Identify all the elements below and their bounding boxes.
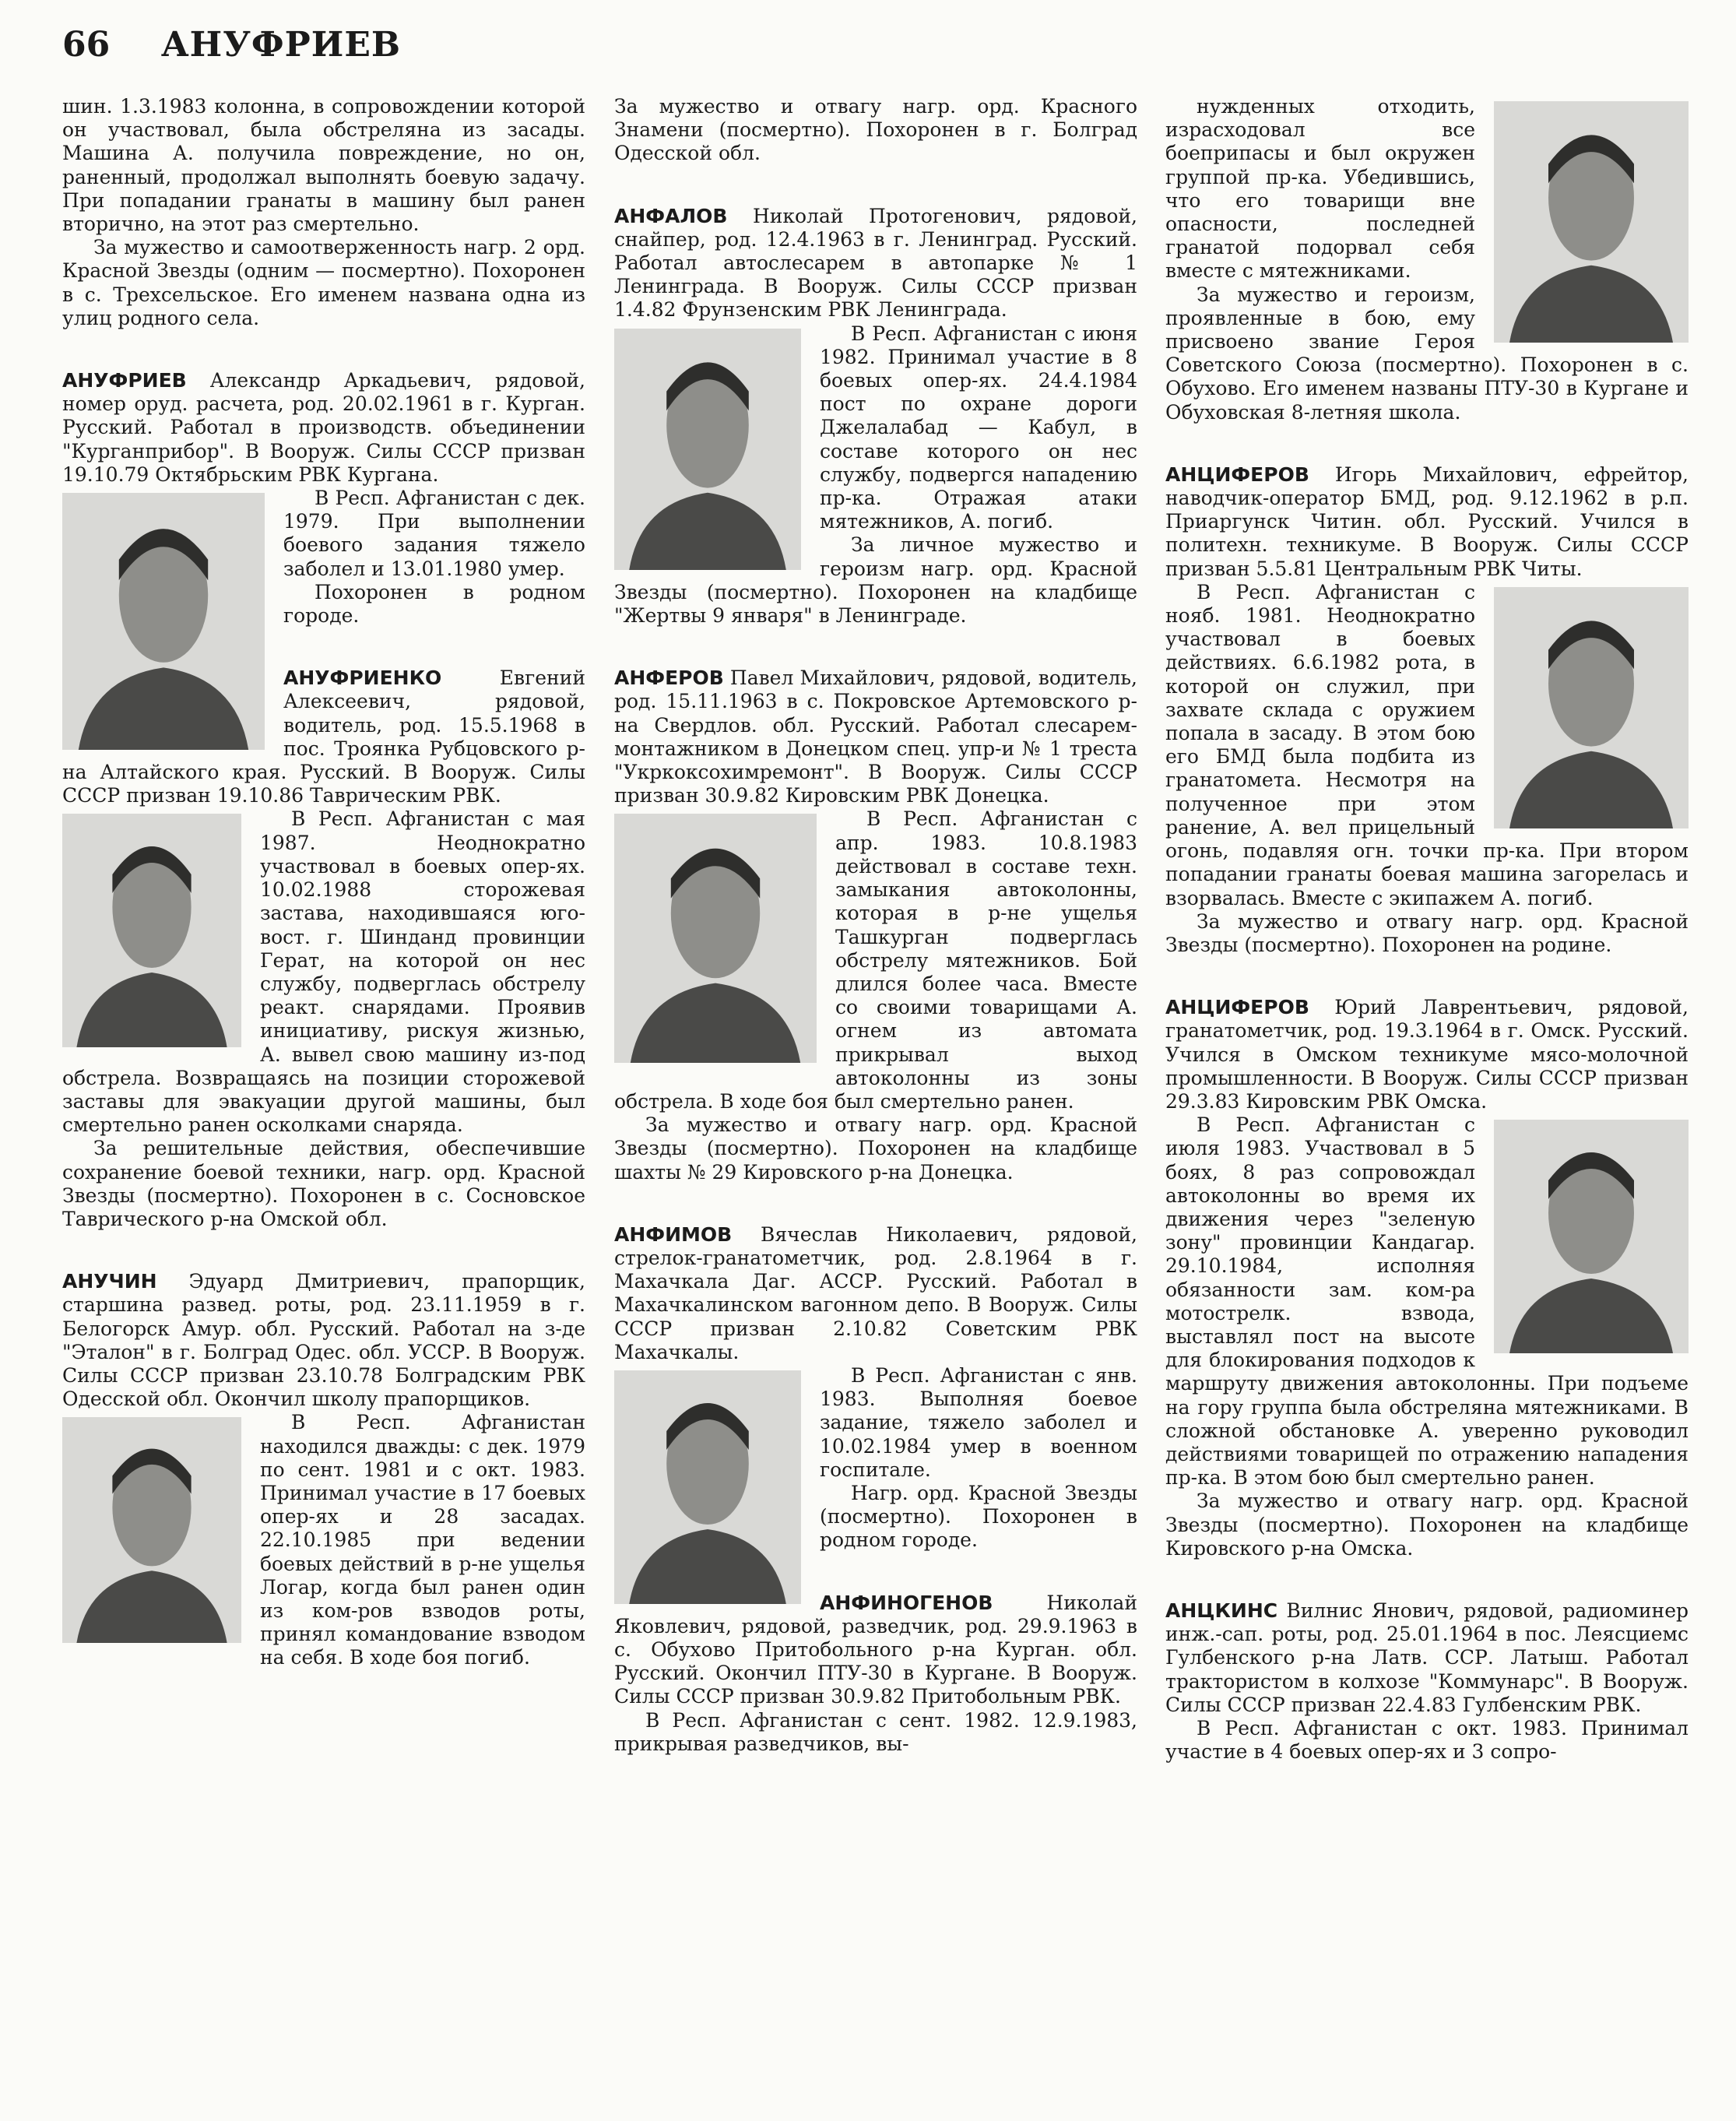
paragraph: Вилнис Янович, рядовой, радиоминер инж.-сап. роты, род. 25.01.1964 в пос. Леясциемс Гулбенского р-на Латв. ССР. Латыш. Работал трактористом в колхозе "Коммунарс". В Вооруж. Силы СССР призван 22.4.83 Гулбенским РВК. (1165, 1599, 1689, 1716)
paragraph: Александр Аркадьевич, рядовой, номер оруд. расчета, род. 20.02.1961 в г. Курган. Русский. Работал в производств. объединении "Курганприбор". В Вооруж. Силы СССР призван 19.10.79 Октябрьским РВК Кургана. (62, 369, 585, 486)
column-2 (614, 95, 1137, 2104)
paragraph: Юрий Лаврентьевич, рядовой, гранатометчик, род. 19.3.1964 в г. Омск. Русский. Учился в Омском техникуме мясо-молочной промышленности. В Вооруж. Силы СССР призван 29.3.83 Кировским РВК Омска. (1165, 996, 1689, 1113)
paragraph: Вячеслав Николаевич, рядовой, стрелок-гранатометчик, род. 2.8.1964 в г. Махачкала Даг. АССР. Русский. Работал в Махачкалинском вагонном депо. В Вооруж. Силы СССР призван 2.10.82 Советским РВК Махачкалы. (614, 1222, 1137, 1363)
paragraph: Эдуард Дмитриевич, прапорщик, старшина развед. роты, род. 23.11.1959 в г. Белогорск Амур. обл. Русский. Работал на з-де "Эталон" в г. Болград Одес. обл. УССР. В Вооруж. Силы СССР призван 23.10.78 Болградским РВК Одесской обл. Окончил школу прапорщиков. (62, 1270, 585, 1411)
entry-name: АНЦКИНС (1165, 1599, 1278, 1622)
paragraph: В Респ. Афганистан с апр. 1983. 10.8.1983 действовал в составе техн. замыкания автоколонны, которая в р-не ущелья Ташкурган подверглась обстрелу мятежников. Бой длился более часа. Вместе со своими товарищами А. огнем из автомата прикрывал выход автоколонны из зоны обстрела. В ходе боя был смертельно ранен. (614, 807, 1137, 1113)
entry-anferov (614, 667, 1137, 1184)
paragraph: В Респ. Афганистан с окт. 1983. Принимал участие в 4 боевых опер-ях и 3 сопро- (1165, 1717, 1689, 1764)
entry-name: АНФАЛОВ (614, 204, 728, 227)
paragraph: За мужество и отвагу нагр. орд. Красной Звезды (посмертно). Похоронен на родине. (1165, 909, 1689, 956)
paragraph: За мужество и отвагу нагр. орд. Красной Звезды (посмертно). Похоронен на кладбище Кировского р-на Омска. (1165, 1490, 1689, 1560)
entry-anufrienko (62, 667, 585, 1231)
paragraph: За личное мужество и героизм нагр. орд. Красной Звезды (посмертно). Похоронен на кладбище "Жертвы 9 января" в Ленинграде. (614, 533, 1137, 628)
portrait-photo (1494, 1120, 1689, 1353)
continuation-text (62, 95, 585, 330)
continuation-text (1165, 95, 1689, 424)
paragraph: Николай Яковлевич, рядовой, разведчик, род. 29.9.1963 в с. Обухово Притобольного р-на Курган. обл. Русский. Окончил ПТУ-30 в Кургане. В Вооруж. Силы СССР призван 30.9.82 Притобольным РВК. (614, 1591, 1137, 1708)
portrait-photo (614, 1370, 801, 1604)
page-header (62, 25, 401, 72)
paragraph: В Респ. Афганистан с янв. 1983. Выполняя боевое задание, тяжело заболел и 10.02.1984 умер в военном госпитале. (820, 1363, 1137, 1481)
portrait-photo (1494, 587, 1689, 828)
paragraph: В Респ. Афганистан с сент. 1982. 12.9.1983, прикрывая разведчиков, вы- (614, 1708, 1137, 1755)
entry-antsiferov-igor (1165, 463, 1689, 957)
column-1 (62, 95, 585, 2104)
paragraph: За мужество и самоотверженность нагр. 2 орд. Красной Звезды (одним — посмертно). Похоронен в с. Трехсельское. Его именем названа одна из улиц родного села. (62, 236, 585, 329)
paragraph: В Респ. Афганистан с июля 1983. Участвовал в 5 боях, 8 раз сопровождал автоколонны во время их движения через "зеленую зону" провинции Кандагар. 29.10.1984, исполняя обязанности зам. ком-ра мотострелк. взвода, выставлял пост на высоте для блокирования подходов к маршруту движения автоколонны. При подъеме на гору группа была обстреляна мятежниками. В сложной обстановке А. уверенно руководил действиями товарищей по отражению нападения пр-ка. В этом бою был смертельно ранен. (1165, 1113, 1689, 1490)
entry-name: АНФИМОВ (614, 1222, 733, 1246)
entry-name: АНУЧИН (62, 1270, 157, 1293)
paragraph: нужденных отходить, израсходовал все боеприпасы и был окружен группой пр-ка. Убедившись, что его товарищи вне опасности, последней гранатой подорвал себя вместе с мятежниками. (1165, 95, 1475, 283)
portrait-photo (614, 329, 801, 570)
entry-anufriev (62, 369, 585, 628)
paragraph: В Респ. Афганистан с нояб. 1981. Неоднократно участвовал в боевых действиях. 6.6.1982 рота, в которой он служил, при захвате склада с оружием попала в засаду. В этом бою его БМД была подбита из гранатомета. Несмотря на полученное при этом ранение, А. вел прицельный огонь, подавляя огн. точки пр-ка. При втором попадании гранаты боевая машина загорелась и взорвалась. Вместе с экипажем А. погиб. (1165, 580, 1689, 909)
paragraph: За решительные действия, обеспечившие сохранение боевой техники, нагр. орд. Красной Звезды (посмертно). Похоронен в с. Сосновское Таврического р-на Омской обл. (62, 1137, 585, 1230)
paragraph: Николай Протогенович, рядовой, снайпер, род. 12.4.1963 в г. Ленинград. Русский. Работал автослесарем в автопарке № 1 Ленинграда. В Вооруж. Силы СССР призван 1.4.82 Фрунзенским РВК Ленинграда. (614, 204, 1137, 322)
portrait-photo (1494, 101, 1689, 343)
paragraph: Евгений Алексеевич, рядовой, водитель, род. 15.5.1968 в пос. Троянка Рубцовского р-на Алтайского края. Русский. В Вооруж. Силы СССР призван 19.10.86 Таврическим РВК. (62, 667, 585, 807)
paragraph: В Респ. Афганистан с мая 1987. Неоднократно участвовал в боевых опер-ях. 10.02.1988 сторожевая застава, находившаяся юго-вост. г. Шинданд провинции Герат, на которой он нес службу, подверглась обстрелу реакт. снарядами. Проявив инициативу, рискуя жизнью, А. вывел свою машину из-под обстрела. Возвращаясь на позиции сторожевой заставы для эвакуации другой машины, был смертельно ранен осколками снаряда. (62, 807, 585, 1137)
entry-anuchin (62, 1270, 585, 1669)
continuation-text (614, 95, 1137, 166)
paragraph: За мужество и героизм, проявленные в бою, ему присвоено звание Героя Советского Союза (посмертно). Похоронен в с. Обухово. Его именем названы ПТУ-30 в Кургане и Обуховская 8-летняя школа. (1165, 283, 1689, 424)
entry-name: АНЦИФЕРОВ (1165, 996, 1309, 1019)
paragraph: Павел Михайлович, рядовой, водитель, род. 15.11.1963 в с. Покровское Артемовского р-на Свердлов. обл. Русский. Работал слесарем-монтажником в Донецком спец. упр-и № 1 треста "Укркоксохимремонт". В Вооруж. Силы СССР призван 30.9.82 Кировским РВК Донецка. (614, 667, 1137, 807)
paragraph: В Респ. Афганистан с дек. 1979. При выполнении боевого задания тяжело заболел и 13.01.1980 умер. (283, 487, 585, 580)
entry-name: АНФИНОГЕНОВ (820, 1591, 993, 1614)
portrait-photo (62, 1417, 241, 1643)
portrait-photo (614, 814, 817, 1063)
page-number: 66 (62, 25, 111, 65)
portrait-photo (62, 493, 265, 750)
paragraph: В Респ. Афганистан находился дважды: с дек. 1979 по сент. 1981 и с окт. 1983. Принимал участие в 17 боевых опер-ях и 28 засадах. 22.10.1985 при ведении боевых действий в р-не ущелья Логар, когда был ранен один из ком-ров взводов роты, принял командование взводом на себя. В ходе боя погиб. (260, 1411, 585, 1669)
entry-name: АНЦИФЕРОВ (1165, 463, 1309, 486)
paragraph: Нагр. орд. Красной Звезды (посмертно). Похоронен в родном городе. (820, 1481, 1137, 1552)
paragraph: За мужество и отвагу нагр. орд. Красного Знамени (посмертно). Похоронен в г. Болград Одесской обл. (614, 95, 1137, 165)
entry-anfalov (614, 205, 1137, 628)
entry-anfimov (614, 1223, 1137, 1553)
paragraph: За мужество и отвагу нагр. орд. Красной Звезды (посмертно). Похоронен на кладбище шахты № 29 Кировского р-на Донецка. (614, 1113, 1137, 1184)
paragraph: Игорь Михайлович, ефрейтор, наводчик-оператор БМД, род. 9.12.1962 в р.п. Приаргунск Читин. обл. Русский. Учился в политехн. техникуме. В Вооруж. Силы СССР призван 5.5.81 Центральным РВК Читы. (1165, 463, 1689, 580)
paragraph: В Респ. Афганистан с июня 1982. Принимал участие в 8 боевых опер-ях. 24.4.1984 пост по охране дороги Джелалабад — Кабул, в составе которого он нес службу, подвергся нападению пр-ка. Отражая атаки мятежников, А. погиб. (820, 322, 1137, 533)
entry-name: АНУФРИЕНКО (283, 667, 442, 690)
running-head: АНУФРИЕВ (160, 25, 402, 65)
entry-antskins (1165, 1599, 1689, 1764)
entry-name: АНФЕРОВ (614, 667, 724, 690)
portrait-photo (62, 814, 241, 1047)
column-3 (1165, 95, 1689, 2104)
entry-name: АНУФРИЕВ (62, 369, 187, 392)
paragraph: шин. 1.3.1983 колонна, в сопровождении которой он участвовал, была обстреляна из засады. Машина А. получила повреждение, но он, раненный, продолжал выполнять боевую задачу. При попадании гранаты в машину был ранен вторично, на этот раз смертельно. (62, 95, 585, 236)
entry-anfinogenov (614, 1592, 1137, 1756)
paragraph: Похоронен в родном городе. (283, 580, 585, 628)
entry-antsiferov-yuri (1165, 996, 1689, 1560)
